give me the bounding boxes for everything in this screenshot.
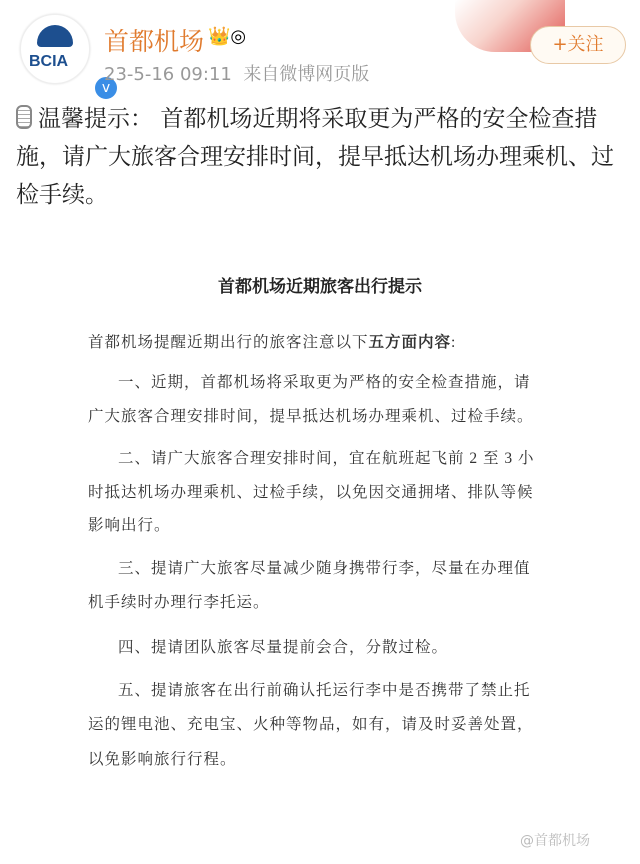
document-line: 二、请广大旅客合理安排时间，宜在航班起飞前 2 至 3 小: [118, 450, 535, 467]
post-meta: [104, 60, 369, 86]
document-line: 时抵达机场办理乘机、过检手续，以免因交通拥堵、排队等候: [88, 484, 534, 501]
document-line: 一、近期，首都机场将采取更为严格的安全检查措施，请: [118, 374, 531, 391]
avatar-logo-text: BCIA: [29, 53, 69, 70]
post-label: 温馨提示：: [38, 106, 153, 132]
post-body: 首都机场近期将采取更为严格的安全检查措施，请广大旅客合理安排时间，提早抵达机场办理乘机、过检手续。: [16, 106, 614, 208]
microphone-icon: [16, 105, 32, 129]
post-text: [16, 100, 626, 214]
document-line: 五、提请旅客在出行前确认托运行李中是否携带了禁止托: [118, 682, 531, 699]
document-line: 三、提请广大旅客尽量减少随身携带行李，尽量在办理值: [118, 560, 531, 577]
source: 来自微博网页版: [243, 64, 370, 85]
verified-icon: v: [93, 75, 119, 101]
avatar[interactable]: [20, 14, 111, 96]
document-line: 运的锂电池、充电宝、火种等物品，如有，请及时妥善处置，: [88, 716, 534, 733]
weibo-watermark: @首都机场: [520, 833, 590, 849]
intro-text: 首都机场提醒近期出行的旅客注意以下: [88, 334, 369, 351]
intro-colon: :: [451, 334, 457, 351]
document-line: 以免影响旅行行程。: [88, 751, 237, 768]
document-line: 四、提请团队旅客尽量提前会合，分散过检。: [118, 639, 449, 656]
document-line: 机手续时办理行李托运。: [88, 594, 270, 611]
document-intro: [88, 330, 456, 352]
account-name[interactable]: 首都机场: [104, 27, 205, 56]
intro-bold: 五方面内容: [368, 334, 452, 351]
document-title: 首都机场近期旅客出行提示: [218, 277, 422, 297]
timestamp: 23-5-16 09:11: [104, 64, 232, 85]
document-line: 影响出行。: [88, 517, 171, 534]
badge-icons: 👑◎: [208, 26, 247, 47]
document-line: 广大旅客合理安排时间，提早抵达机场办理乘机、过检手续。: [88, 408, 534, 425]
follow-button[interactable]: +关注: [530, 26, 626, 64]
logo-icon: [37, 25, 73, 47]
